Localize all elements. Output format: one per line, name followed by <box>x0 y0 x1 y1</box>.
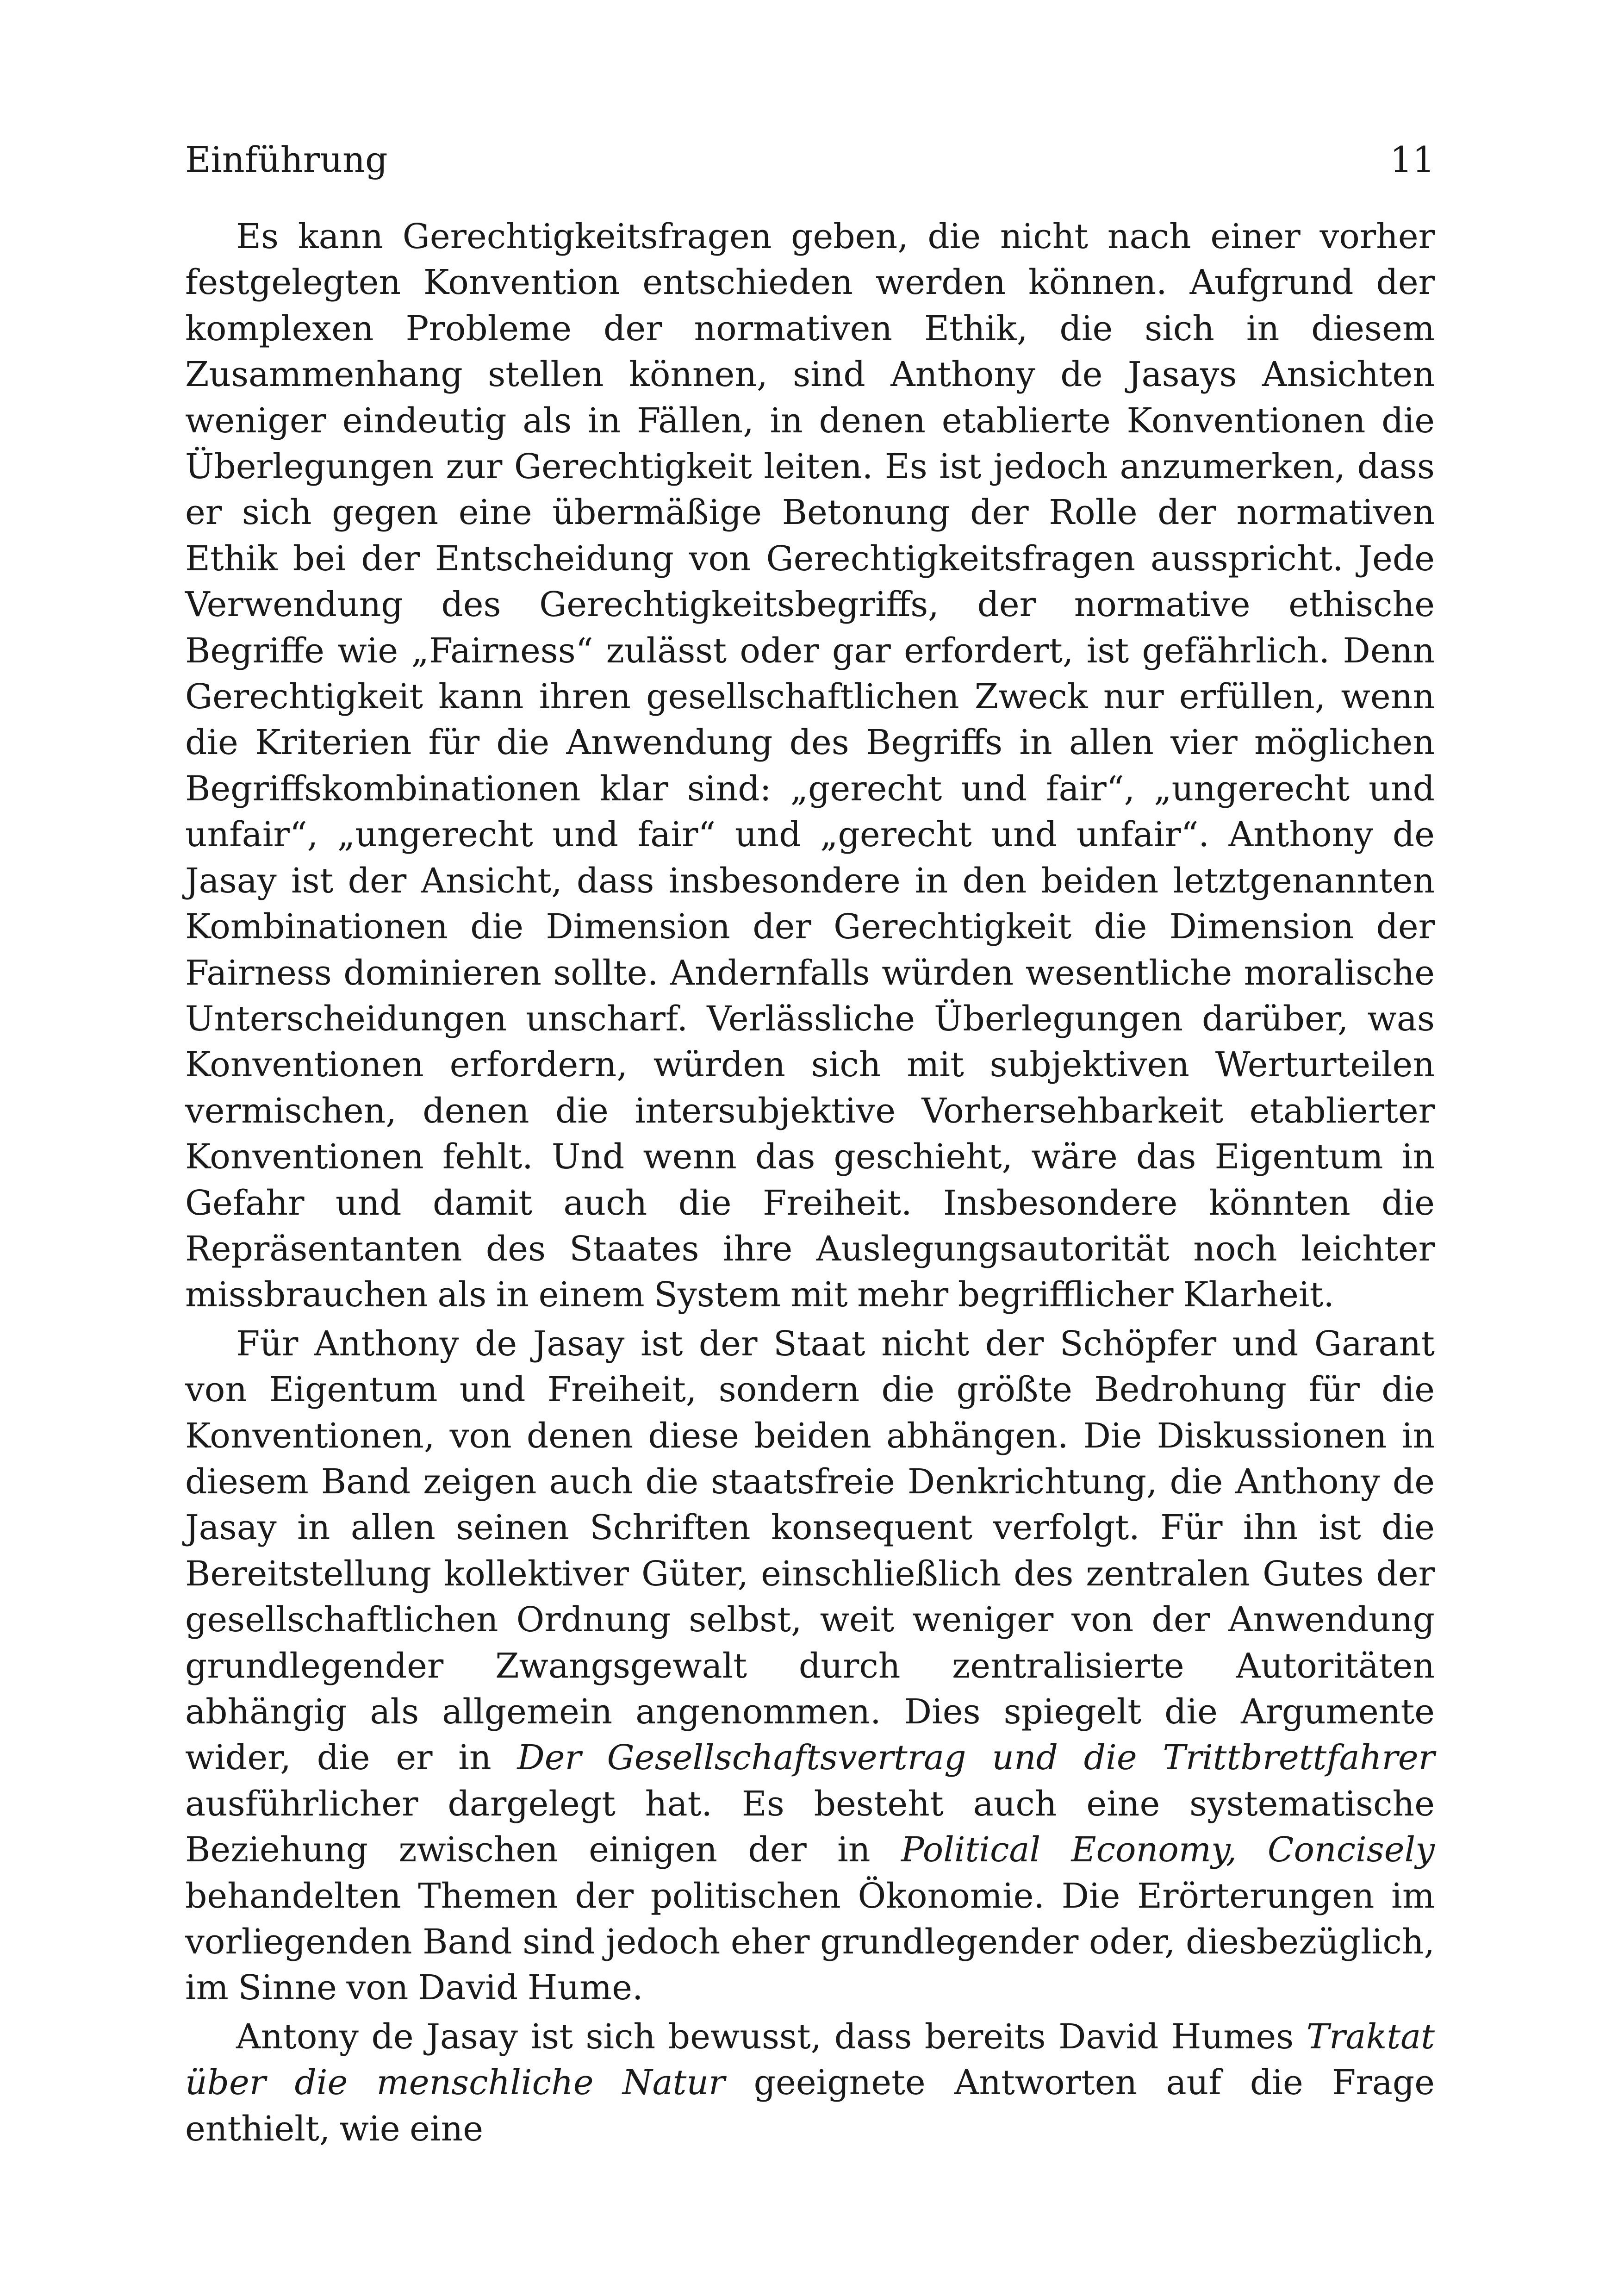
book-title-italic: Traktat über die menschliche Natur <box>185 2016 1435 2103</box>
paragraph <box>185 1321 1435 2011</box>
running-header <box>185 134 1435 185</box>
text-run: behandelten Themen der politischen Ökonomie. Die Erörterungen im vorliegenden Band sind jedoch eher grundlegender oder, diesbezüglich, im Sinne von David Hume. <box>185 1876 1435 2008</box>
body-text <box>185 214 1435 2152</box>
book-title-italic: Der Gesellschaftsvertrag und die Trittbrettfahrer <box>517 1738 1435 1778</box>
text-run: Für Anthony de Jasay ist der Staat nicht der Schöpfer und Garant von Eigentum und Freiheit, sondern die größte Bedrohung für die Konventionen, von denen diese beiden abhängen. Die Diskussionen in diesem Band zeigen auch die staatsfreie Denkrichtung, die Anthony de Jasay in allen seinen Schriften konsequent verfolgt. Für ihn ist die Bereitstellung kollektiver Güter, einschließlich des zentralen Gutes der gesellschaftlichen Ordnung selbst, weit weniger von der Anwendung grundlegender Zwangsgewalt durch zentralisierte Autoritäten abhängig als allgemein angenommen. Dies spiegelt die Argumente wider, die er in <box>185 1323 1435 1778</box>
book-title-italic: Political Economy, Concisely <box>901 1830 1435 1870</box>
chapter-title: Einführung <box>185 139 388 180</box>
paragraph <box>185 2014 1435 2152</box>
page-number: 11 <box>1390 139 1435 180</box>
text-run: ausführlicher dargelegt hat. Es besteht auch eine systematische Beziehung zwischen einigen der in <box>185 1784 1435 1870</box>
paragraph <box>185 214 1435 1318</box>
text-run: geeignete Antworten auf die Frage enthielt, wie eine <box>185 2063 1435 2149</box>
text-run: Es kann Gerechtigkeitsfragen geben, die nicht nach einer vorher festgelegten Konvention entschieden werden können. Aufgrund der komplexen Probleme der normativen Ethik, die sich in diesem Zusammenhang stellen können, sind Anthony de Jasays Ansichten weniger eindeutig als in Fällen, in denen etablierte Konventionen die Überlegungen zur Gerechtigkeit leiten. Es ist jedoch anzumerken, dass er sich gegen eine übermäßige Betonung der Rolle der normativen Ethik bei der Entscheidung von Gerechtigkeitsfragen ausspricht. Jede Verwendung des Gerechtigkeitsbegriffs, der normative ethische Begriffe wie „Fairness“ zulässt oder gar erfordert, ist gefährlich. Denn Gerechtigkeit kann ihren gesellschaftlichen Zweck nur erfüllen, wenn die Kriterien für die Anwendung des Begriffs in allen vier möglichen Begriffskombinationen klar sind: „gerecht und fair“, „ungerecht und unfair“, „ungerecht und fair“ und „gerecht und unfair“. Anthony de Jasay ist der Ansicht, dass insbesondere in den beiden letztgenannten Kombinationen die Dimension der Gerechtigkeit die Dimension der Fairness dominieren sollte. Andernfalls würden wesentliche moralische Unterscheidungen unscharf. Verlässliche Überlegungen darüber, was Konventionen erfordern, würden sich mit subjektiven Werturteilen vermischen, denen die intersubjektive Vorhersehbarkeit etablierter Konventionen fehlt. Und wenn das geschieht, wäre das Eigentum in Gefahr und damit auch die Freiheit. Insbesondere könnten die Repräsentanten des Staates ihre Auslegungsautorität noch leichter missbrauchen als in einem System mit mehr begrifflicher Klarheit. <box>185 217 1435 1315</box>
text-run: Antony de Jasay ist sich bewusst, dass bereits David Humes <box>236 2016 1307 2057</box>
